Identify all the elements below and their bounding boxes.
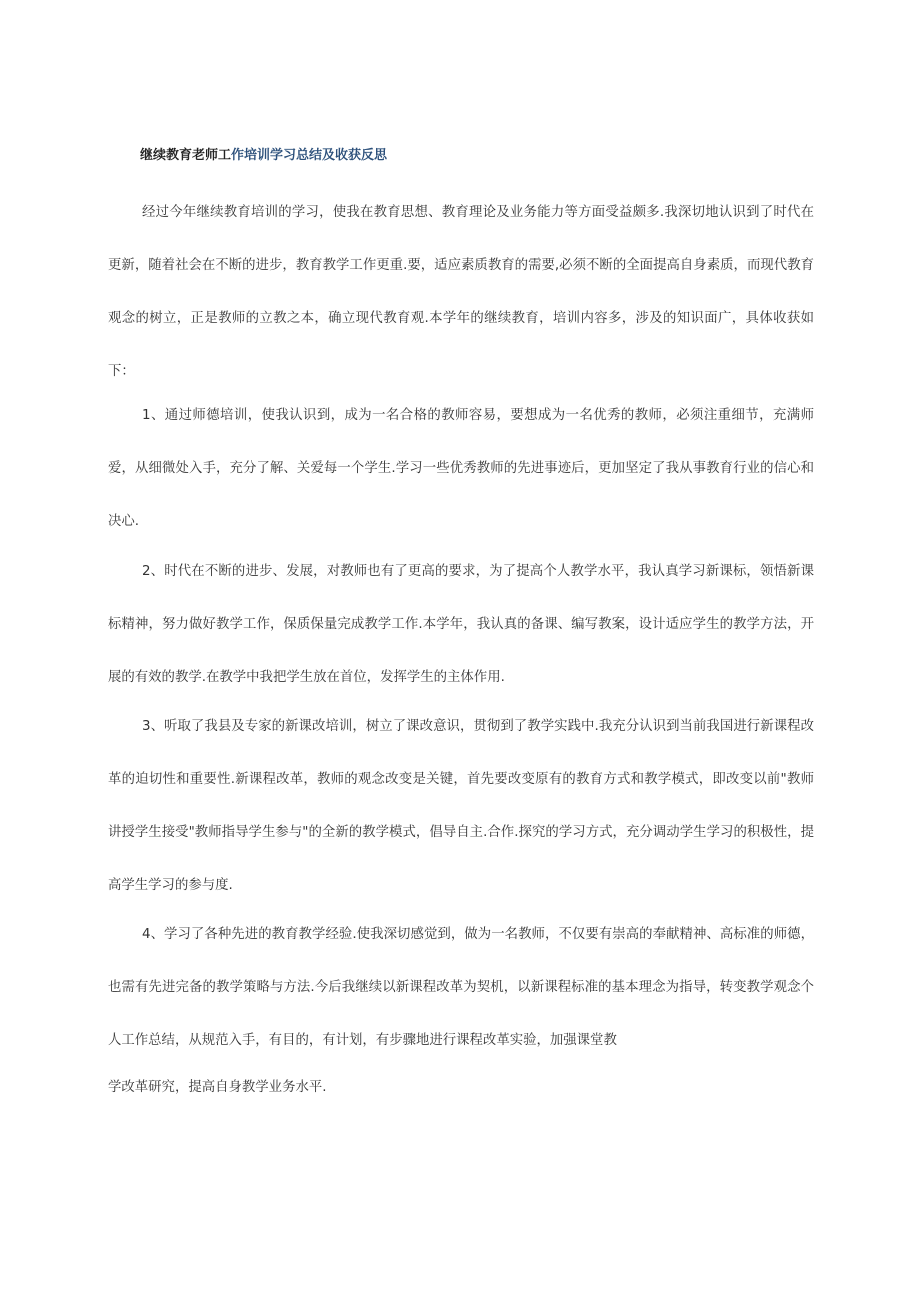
title-part-2: 作培训学习总结及收获反思	[231, 148, 388, 163]
paragraph-4-continued: 学改革研究，提高自身教学业务水平.	[108, 1080, 327, 1095]
title-part-1: 继续教育老师工	[140, 148, 232, 163]
paragraph-4: 4、学习了各种先进的教育教学经验.使我深切感觉到，做为一名教师，不仅要有崇高的奉献精神、高标准的师德，也需有先进完备的教学策略与方法.今后我继续以新课程改革为契机，以新课程标准的基本理念为指导，转变教学观念个人工作总结，从规范入手，有目的，有计划，有步骤地进行课程改革实验，加强课堂教	[108, 927, 814, 1048]
document-title	[140, 146, 387, 166]
paragraph-2: 2、时代在不断的进步、发展，对教师也有了更高的要求，为了提高个人教学水平，我认真学习新课标，领悟新课标精神，努力做好教学工作，保质保量完成教学工作.本学年，我认真的备课、编写教案，设计适应学生的教学方法，开展的有效的教学.在教学中我把学生放在首位，发挥学生的主体作用.	[108, 564, 814, 685]
intro-paragraph: 经过今年继续教育培训的学习，使我在教育思想、教育理论及业务能力等方面受益颇多.我深切地认识到了时代在更新，随着社会在不断的进步，教育教学工作更重.要，适应素质教育的需要,必须不断的全面提高自身素质，而现代教育观念的树立，正是教师的立教之本，确立现代教育观.本学年的继续教育，培训内容多，涉及的知识面广，具体收获如下：	[108, 205, 814, 379]
paragraph-3: 3、听取了我县及专家的新课改培训，树立了课改意识，贯彻到了教学实践中.我充分认识到当前我国进行新课程改革的迫切性和重要性.新课程改革，教师的观念改变是关键，首先要改变原有的教育方式和教学模式，即改变以前"教师讲授学生接受"教师指导学生参与"的全新的教学模式，倡导自主.合作.探究的学习方式，充分调动学生学习的积极性，提高学生学习的参与度.	[108, 719, 814, 893]
paragraph-1: 1、通过师德培训，使我认识到，成为一名合格的教师容易，要想成为一名优秀的教师，必须注重细节，充满师爱，从细微处入手，充分了解、关爱每一个学生.学习一些优秀教师的先进事迹后，更加坚定了我从事教育行业的信心和决心.	[108, 408, 814, 529]
